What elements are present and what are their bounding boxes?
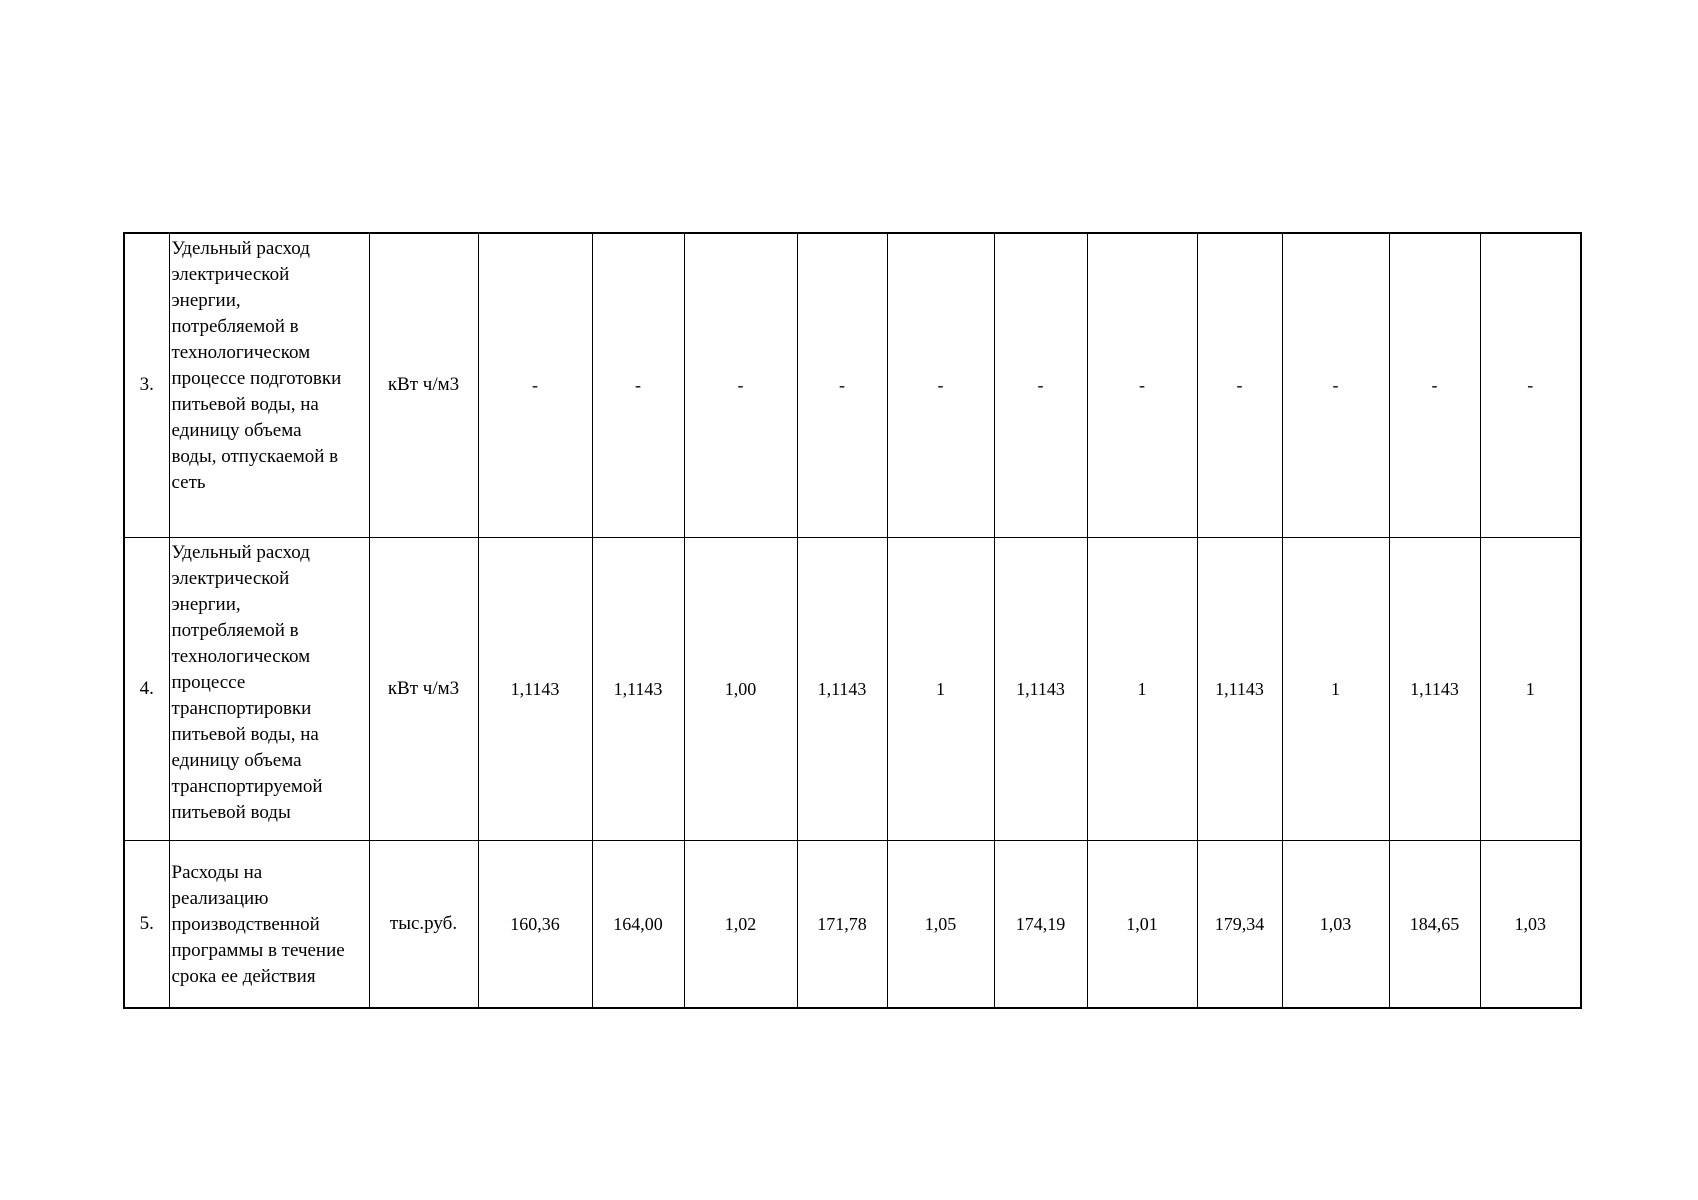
value-cell: 164,00 <box>592 840 684 1008</box>
table-row <box>124 840 1581 1008</box>
value-cell: - <box>592 233 684 537</box>
value-cell: - <box>1480 233 1581 537</box>
value-cell: 1 <box>1480 537 1581 840</box>
value-cell: 1,1143 <box>592 537 684 840</box>
description-line: энергии, <box>171 290 241 311</box>
description-line: транспортировки <box>171 697 312 719</box>
unit-cell: тыс.руб. <box>369 840 478 1008</box>
value-cell: - <box>684 233 797 537</box>
value-cell: 1,03 <box>1480 840 1581 1008</box>
row-number-cell: 3. <box>124 233 169 537</box>
value-cell: - <box>1389 233 1480 537</box>
value-cell: 1 <box>1087 537 1197 840</box>
value-cell: 1,02 <box>684 840 797 1008</box>
description-line: сеть <box>171 472 206 493</box>
value-cell: 160,36 <box>478 840 592 1008</box>
value-cell: 184,65 <box>1389 840 1480 1008</box>
description-line: потребляемой в <box>171 316 299 337</box>
description-line: единицу объема <box>171 420 302 441</box>
description-line: питьевой воды, на <box>171 394 319 415</box>
value-cell: 1 <box>1282 537 1389 840</box>
description-line: воды, отпускаемой в <box>171 446 339 467</box>
value-cell: - <box>478 233 592 537</box>
description-line: электрической <box>171 567 290 589</box>
value-cell: - <box>1087 233 1197 537</box>
indicator-description-cell <box>169 840 369 1008</box>
value-cell: 1,01 <box>1087 840 1197 1008</box>
value-cell: - <box>994 233 1087 537</box>
description-line: технологическом <box>171 645 311 667</box>
description-line: электрической <box>171 264 290 285</box>
description-line: технологическом <box>171 342 311 363</box>
description-line: реализацию <box>171 887 269 909</box>
indicator-description-cell <box>169 233 369 537</box>
description-line: Расходы на <box>171 861 263 883</box>
value-cell: - <box>887 233 994 537</box>
value-cell: 1,1143 <box>1389 537 1480 840</box>
value-cell: 1,05 <box>887 840 994 1008</box>
value-cell: 179,34 <box>1197 840 1282 1008</box>
row-number-cell: 4. <box>124 537 169 840</box>
table-row <box>124 233 1581 537</box>
value-cell: - <box>797 233 887 537</box>
value-cell: 1 <box>887 537 994 840</box>
value-cell: 1,1143 <box>994 537 1087 840</box>
description-line: питьевой воды, на <box>171 723 319 745</box>
description-line: производственной <box>171 913 320 935</box>
value-cell: 1,03 <box>1282 840 1389 1008</box>
description-line: Удельный расход <box>171 238 310 259</box>
description-line: процессе <box>171 671 246 693</box>
unit-cell: кВт ч/м3 <box>369 537 478 840</box>
value-cell: 174,19 <box>994 840 1087 1008</box>
description-line: транспортируемой <box>171 775 323 797</box>
value-cell: 171,78 <box>797 840 887 1008</box>
description-line: процессе подготовки <box>171 368 342 389</box>
row-number-cell: 5. <box>124 840 169 1008</box>
unit-cell: кВт ч/м3 <box>369 233 478 537</box>
indicator-description-cell <box>169 537 369 840</box>
description-line: программы в течение <box>171 939 345 961</box>
value-cell: 1,1143 <box>478 537 592 840</box>
value-cell: - <box>1282 233 1389 537</box>
description-line: питьевой воды <box>171 801 291 823</box>
description-line: Удельный расход <box>171 541 310 563</box>
indicators-table <box>123 232 1582 1009</box>
description-line: потребляемой в <box>171 619 299 641</box>
description-line: энергии, <box>171 593 241 615</box>
value-cell: 1,1143 <box>797 537 887 840</box>
table-row <box>124 537 1581 840</box>
value-cell: 1,1143 <box>1197 537 1282 840</box>
description-line: срока ее действия <box>171 965 316 987</box>
value-cell: - <box>1197 233 1282 537</box>
value-cell: 1,00 <box>684 537 797 840</box>
description-line: единицу объема <box>171 749 302 771</box>
